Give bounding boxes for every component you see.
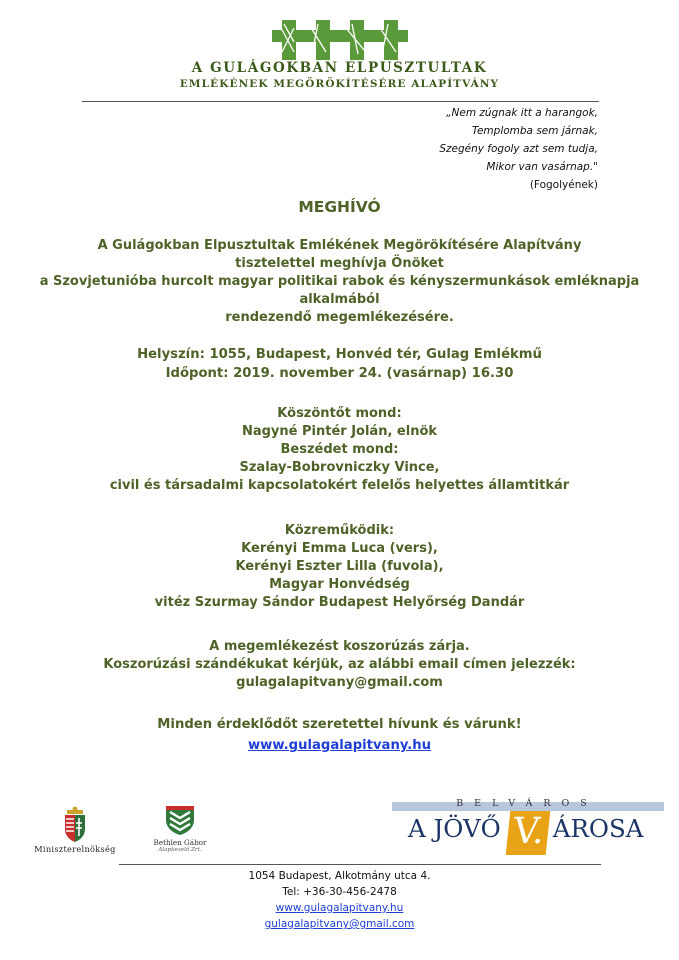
bethlen-subtitle: Alapkezelő Zrt. <box>158 847 202 853</box>
intro-line: A Gulágokban Elpusztultak Emlékének Megörökítésére Alapítvány <box>97 238 582 253</box>
contributors-section <box>0 522 679 612</box>
speaker-line: Köszöntőt mond: <box>277 406 402 421</box>
page-title: MEGHÍVÓ <box>298 198 381 216</box>
slogan-part1: A JÖVŐ <box>408 814 501 843</box>
closing-section <box>0 638 679 692</box>
intro-line: rendezendő megemlékezésére. <box>225 310 454 325</box>
government-name: Miniszterelnökség <box>34 844 116 854</box>
intro-line: a Szovjetunióba hurcolt magyar politikai rabok és kényszermunkások emléknapja <box>39 274 640 289</box>
coat-of-arms-icon <box>54 806 96 842</box>
belvaros-logo <box>392 796 664 860</box>
speaker-line: Beszédet mond: <box>280 442 399 457</box>
belvaros-slogan <box>408 814 643 843</box>
speaker-line: civil és társadalmi kapcsolatokért felelős helyettes államtitkár <box>109 478 570 493</box>
poem-source: (Fogolyének) <box>529 179 598 191</box>
bethlen-emblem-icon <box>162 804 198 836</box>
bethlen-name: Bethlen Gábor <box>153 838 207 847</box>
closing-line: Koszorúzási szándékukat kérjük, az alábbi email címen jelezzék: <box>103 657 576 672</box>
footer-phone: Tel: +36-30-456-2478 <box>282 886 397 898</box>
government-logo <box>22 806 128 860</box>
poem-line: Mikor van vasárnap." <box>486 161 598 173</box>
intro-line: tisztelettel meghívja Önöket <box>235 256 444 271</box>
footer-email-link[interactable]: gulagalapitvany@gmail.com <box>264 918 415 930</box>
header-divider <box>82 101 599 102</box>
footer-contact <box>0 868 679 932</box>
closing-line: A megemlékezést koszorúzás zárja. <box>209 639 470 654</box>
bethlen-gabor-logo <box>146 804 214 860</box>
belvaros-label: BELVÁROS <box>456 798 598 809</box>
foundation-name-line2: EMLÉKÉNEK MEGÖRÖKÍTÉSÉRE ALAPÍTVÁNY <box>179 78 500 90</box>
intro-line: alkalmából <box>299 292 380 307</box>
contributor-line: Közreműködik: <box>284 523 395 538</box>
contributor-line: Magyar Honvédség <box>269 577 410 592</box>
speaker-line: Nagyné Pintér Jolán, elnök <box>241 424 438 439</box>
footer-address: 1054 Budapest, Alkotmány utca 4. <box>248 870 431 882</box>
foundation-logo-crosses <box>270 18 410 62</box>
poem-quote <box>439 104 598 194</box>
website-link-text[interactable]: www.gulagalapitvany.hu <box>247 738 432 753</box>
poem-line: Szegény fogoly azt sem tudja, <box>439 143 598 155</box>
contributor-line: Kerényi Emma Luca (vers), <box>241 541 438 556</box>
event-details <box>0 345 679 383</box>
event-time: Időpont: 2019. november 24. (vasárnap) 16.30 <box>165 366 514 381</box>
invitation-intro <box>0 237 679 327</box>
poem-line: Templomba sem járnak, <box>471 125 598 137</box>
contributor-line: Kerényi Eszter Lilla (fuvola), <box>235 559 444 574</box>
website-link[interactable] <box>0 738 679 753</box>
footer-divider <box>119 864 601 865</box>
speakers-section <box>0 405 679 495</box>
contributor-line: vitéz Szurmay Sándor Budapest Helyőrség Dandár <box>154 595 525 610</box>
v-emblem-text: V. <box>511 811 547 852</box>
poem-line: „Nem zúgnak itt a harangok, <box>446 107 598 119</box>
speaker-line: Szalay-Bobrovniczky Vince, <box>239 460 440 475</box>
closing-email: gulagalapitvany@gmail.com <box>236 675 443 690</box>
foundation-name-line1: A GULÁGOKBAN ELPUSZTULTAK <box>191 60 488 76</box>
invitation-closing: Minden érdeklődőt szeretettel hívunk és várunk! <box>157 717 522 732</box>
slogan-part2: ÁROSA <box>552 814 644 843</box>
footer-web-link[interactable]: www.gulagalapitvany.hu <box>275 902 404 914</box>
event-location: Helyszín: 1055, Budapest, Honvéd tér, Gulag Emlékmű <box>137 347 542 362</box>
